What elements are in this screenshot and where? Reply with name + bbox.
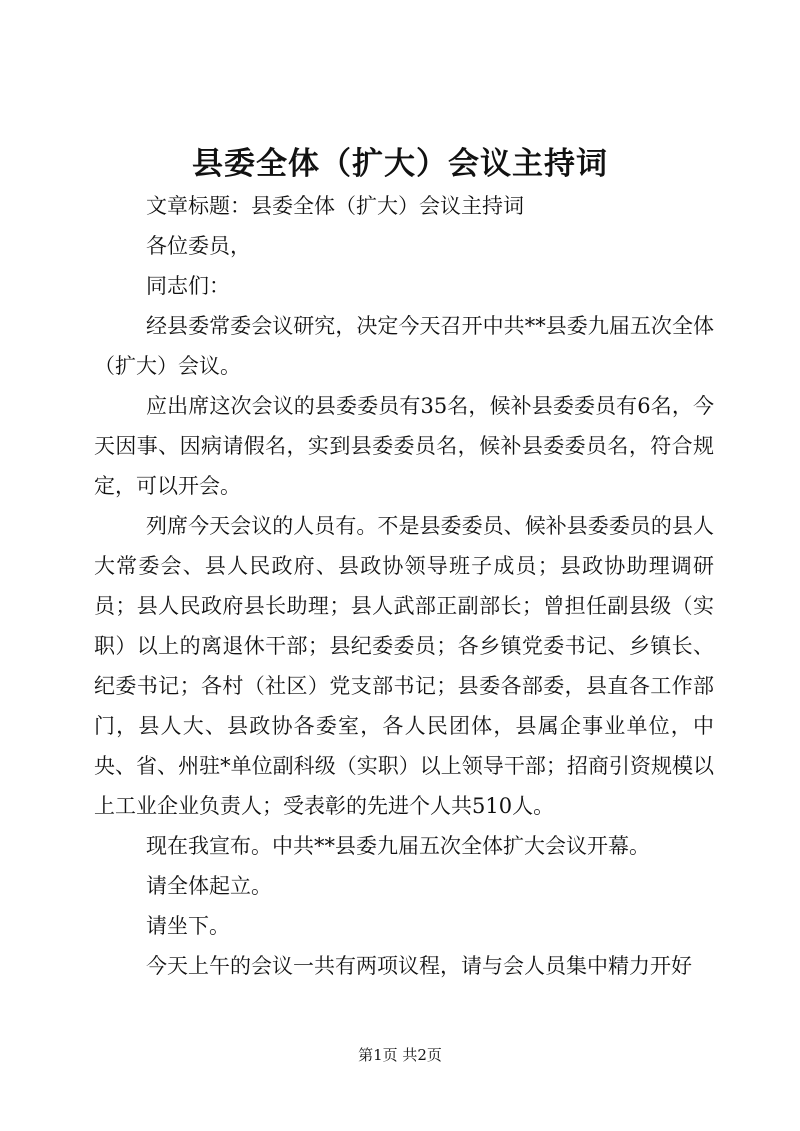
paragraph-observers: 列席今天会议的人员有。不是县委委员、候补县委委员的县人大常委会、县人民政府、县政协领导班子成员；县政协助理调研员；县人民政府县长助理；县人武部正副部长；曾担任副县级（实职）以上的离退休干部；县纪委委员；各乡镇党委书记、乡镇长、纪委书记；各村（社区）党支部书记；县委各部委，县直各工作部门，县人大、县政协各委室，各人民团体，县属企事业单位，中央、省、州驻*单位副科级（实职）以上领导干部；招商引资规模以上工业企业负责人；受表彰的先进个人共510人。 xyxy=(94,514,714,818)
paragraph-greeting-comrades: 同志们： xyxy=(146,274,230,298)
paragraph-greeting-members: 各位委员， xyxy=(146,234,251,258)
paragraph-opening-announcement: 现在我宣布。中共**县委九届五次全体扩大会议开幕。 xyxy=(146,834,650,858)
paragraph-article-title: 文章标题：县委全体（扩大）会议主持词 xyxy=(146,194,524,218)
page-number-footer: 第1页 共2页 xyxy=(358,1046,442,1064)
paragraph-meeting-decision: 经县委常委会议研究，决定今天召开中共**县委九届五次全体（扩大）会议。 xyxy=(94,314,714,378)
document-title: 县委全体（扩大）会议主持词 xyxy=(192,146,608,182)
paragraph-attendance: 应出席这次会议的县委委员有35名，候补县委委员有6名，今天因事、因病请假名，实到县委委员名，候补县委委员名，符合规定，可以开会。 xyxy=(94,394,714,498)
paragraph-agenda: 今天上午的会议一共有两项议程，请与会人员集中精力开好 xyxy=(146,954,692,978)
paragraph-please-stand: 请全体起立。 xyxy=(146,874,272,898)
document-body xyxy=(94,186,714,986)
paragraph-please-sit: 请坐下。 xyxy=(146,914,230,938)
